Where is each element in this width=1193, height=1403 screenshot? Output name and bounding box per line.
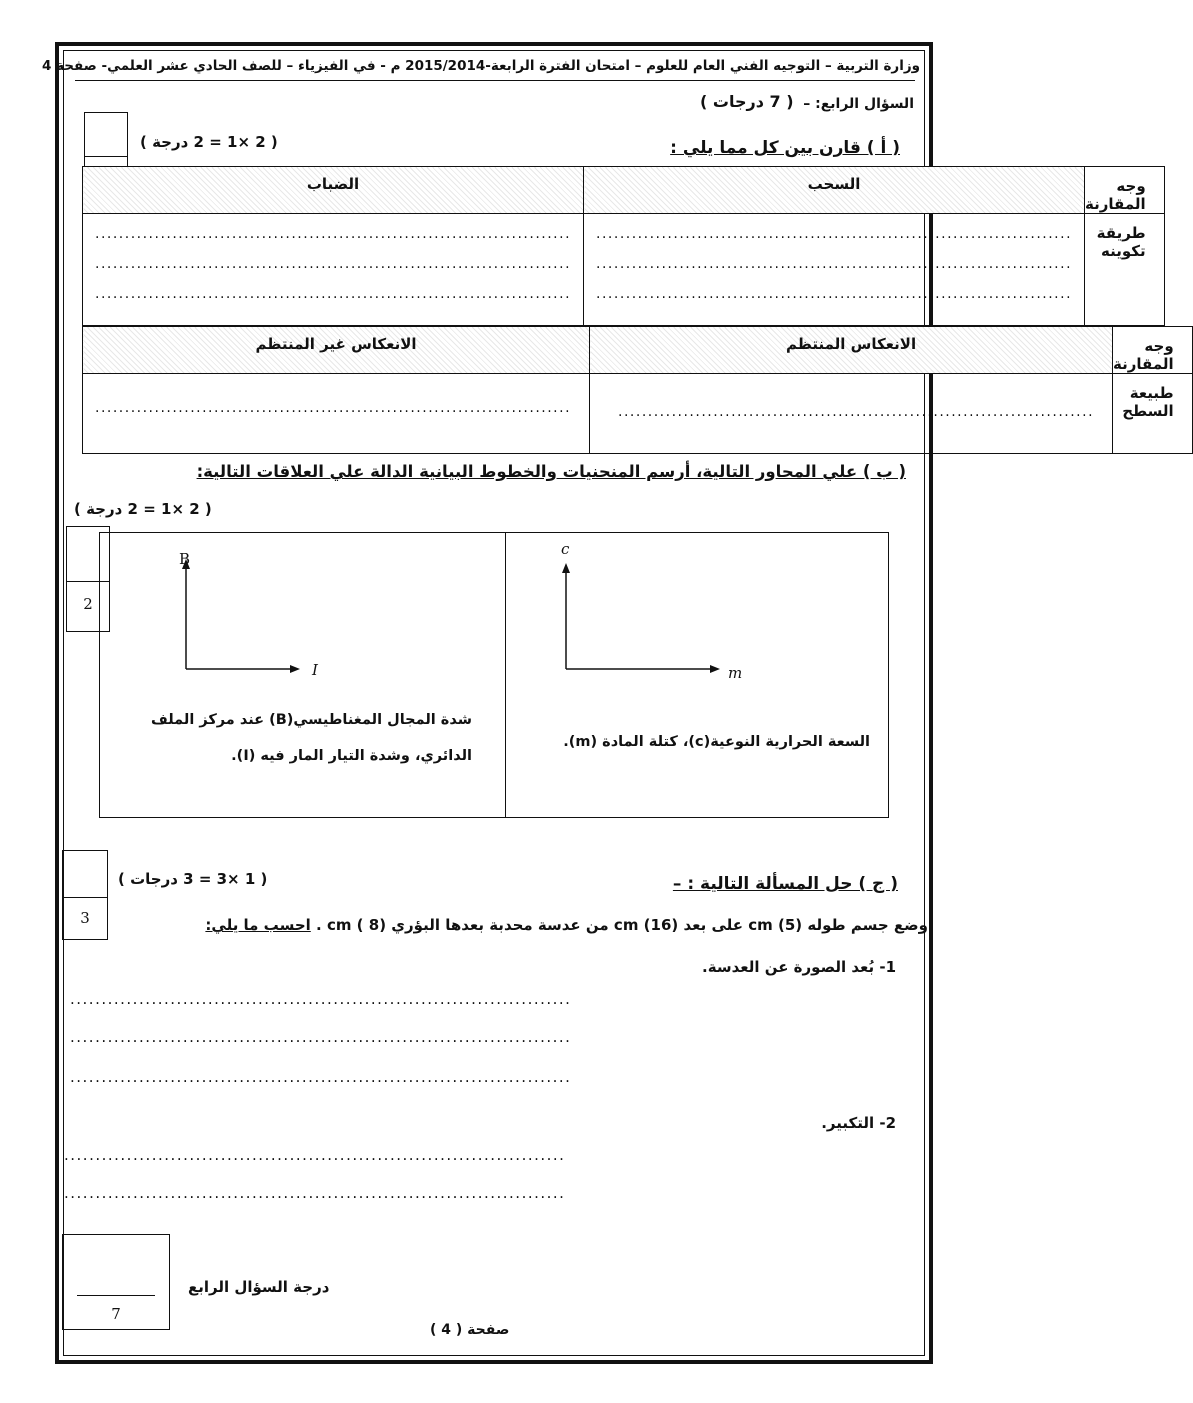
- graph-left-y-label: B: [179, 550, 191, 568]
- t1-answer-col1[interactable]: ................................................................................ ................................................................................ ................................................................................: [584, 214, 1085, 326]
- question-total-box: [62, 1234, 170, 1330]
- graphs-divider: [505, 532, 506, 818]
- graph-right-axes: [540, 555, 730, 685]
- graph-left-caption-line1: شدة المجال المغناطيسي(B) عند مركز الملف: [150, 712, 472, 728]
- page-header: وزارة التربية – التوجيه الفني العام للعلوم – امتحان الفترة الرابعة-2015/2014 م - في الفيزياء – للصف الحادي عشر العلمي- صفحة 4: [42, 58, 920, 74]
- part-b-marks: ( 2 ×1 = 2 درجة ): [74, 500, 212, 518]
- graph-right-y-arrow: [562, 563, 570, 573]
- part-a-title: ( أ ) قارن بين كل مما يلي :: [670, 138, 900, 158]
- part-c-item1: 1- بُعد الصورة عن العدسة.: [702, 958, 896, 976]
- answer-line-5[interactable]: ................................................................................: [64, 1184, 566, 1202]
- t1-header-col2: الضباب: [83, 167, 584, 214]
- t1-header-col1: السحب: [584, 167, 1085, 214]
- graph-right-y-label: c: [561, 540, 570, 558]
- part-b-score-value: 2: [83, 595, 93, 613]
- graph-right-x-label: m: [728, 664, 743, 682]
- comparison-table-1: [82, 166, 1165, 326]
- part-b-title: ( ب ) علي المحاور التالية، أرسم المنحنيات والخطوط البيانية الدالة علي العلاقات التالية:: [196, 462, 906, 481]
- part-c-problem: وضع جسم طوله cm (5) على بعد cm (16) من عدسة محدبة بعدها البؤري cm ( 8) . احسب ما يلي:: [205, 916, 928, 934]
- total-blank-line[interactable]: [77, 1295, 155, 1296]
- t2-row-label: طبيعة السطح: [1113, 374, 1193, 454]
- t1-header-aspect: وجه المقارنة: [1085, 167, 1165, 214]
- t2-header-aspect: وجه المقارنة: [1113, 327, 1193, 374]
- t1-row-label: طريقة تكوينه: [1085, 214, 1165, 326]
- t2-answer-col1[interactable]: ................................................................................: [590, 374, 1113, 454]
- part-c-title: ( ج ) حل المسألة التالية : –: [672, 874, 898, 894]
- graph-left-x-label: I: [312, 661, 318, 679]
- header-rule: [75, 80, 915, 81]
- comparison-table-2: [82, 326, 1193, 454]
- question-total-marks: ( 7 درجات ): [700, 92, 794, 111]
- question-total-label: درجة السؤال الرابع: [188, 1278, 330, 1296]
- t2-header-col1: الانعكاس المنتظم: [590, 327, 1113, 374]
- answer-line-4[interactable]: ................................................................................: [64, 1146, 566, 1164]
- part-c-score-box: [62, 850, 108, 940]
- graph-left-caption-line2: الدائري، وشدة التيار المار فيه (I).: [231, 748, 472, 764]
- page-number: صفحة ( 4 ): [430, 1322, 510, 1338]
- t2-answer-col2[interactable]: ................................................................................: [83, 374, 590, 454]
- part-a-marks: ( 2 ×1 = 2 درجة ): [140, 133, 278, 151]
- graph-right-caption: السعة الحرارية النوعية(c)، كتلة المادة (m).: [563, 734, 870, 750]
- part-c-item2: 2- التكبير.: [821, 1114, 896, 1132]
- t2-header-col2: الانعكاس غير المنتظم: [83, 327, 590, 374]
- graph-left-x-arrow: [290, 665, 300, 673]
- question-title: السؤال الرابع: –: [803, 96, 914, 112]
- part-c-marks: ( 1 ×3 = 3 درجات ): [118, 870, 268, 888]
- answer-line-2[interactable]: ................................................................................: [70, 1028, 572, 1046]
- answer-line-1[interactable]: ................................................................................: [70, 990, 572, 1008]
- graph-right-x-arrow: [710, 665, 720, 673]
- total-value: 7: [111, 1305, 121, 1323]
- answer-line-3[interactable]: ................................................................................: [70, 1068, 572, 1086]
- part-c-ask: احسب ما يلي:: [205, 916, 311, 934]
- t1-answer-col2[interactable]: ................................................................................ ................................................................................ ................................................................................: [83, 214, 584, 326]
- part-c-score-value: 3: [80, 909, 90, 927]
